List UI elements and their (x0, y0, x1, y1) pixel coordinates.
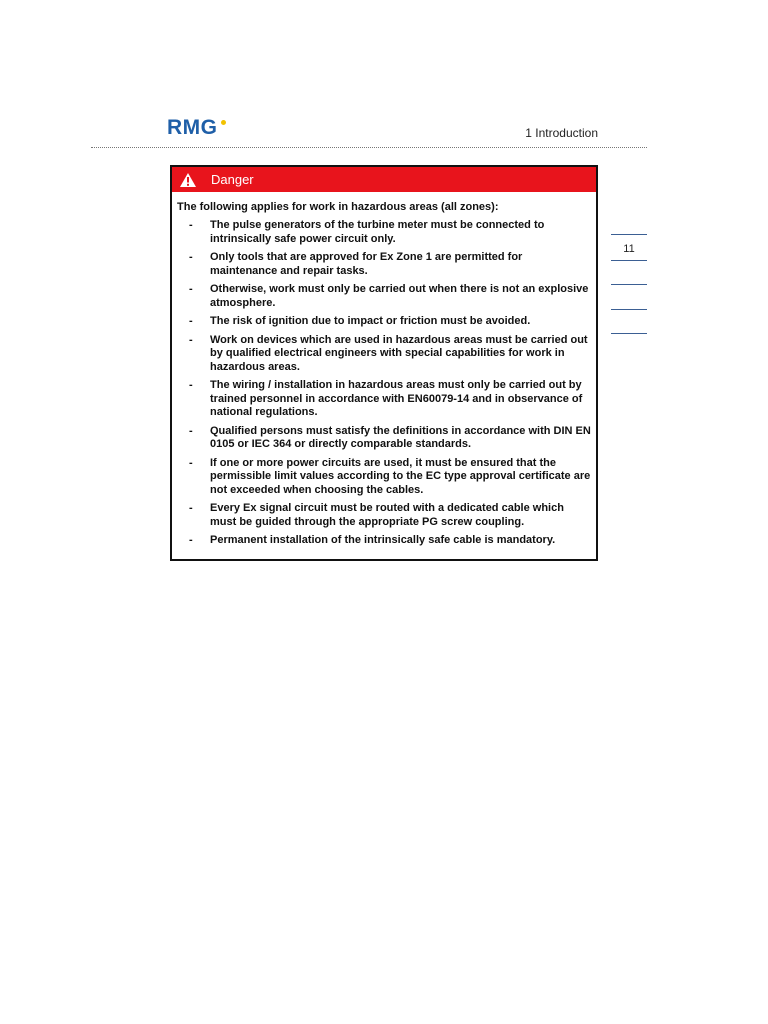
list-item (177, 425, 591, 452)
warning-triangle-icon (179, 172, 197, 188)
danger-header (172, 167, 596, 192)
list-item-text: Only tools that are approved for Ex Zone 1 are permitted for maintenance and repair tasks. (210, 251, 523, 277)
logo-text: RMG (167, 116, 218, 139)
list-item-text: Work on devices which are used in hazardous areas must be carried out by qualified electrical engineers with special capabilities for work in hazardous areas. (210, 333, 588, 373)
list-item-text: If one or more power circuits are used, it must be ensured that the permissible limit values according to the EC type approval certificate are not exceeded when choosing the cables. (210, 456, 591, 496)
list-item-text: The wiring / installation in hazardous areas must only be carried out by trained personnel in accordance with EN60079-14 and in observance of national regulations. (210, 379, 583, 418)
list-item (177, 283, 591, 310)
list-item (177, 251, 591, 278)
page-number: 11 (623, 243, 635, 255)
margin-rule-5 (611, 333, 647, 334)
list-bullet: - (189, 333, 193, 346)
list-bullet: - (189, 534, 193, 546)
logo-dot-icon (221, 120, 226, 125)
list-item (177, 334, 591, 375)
list-item (177, 534, 591, 548)
list-item-text: Qualified persons must satisfy the definitions in accordance with DIN EN 0105 or IEC 364 or directly comparable standards. (210, 424, 591, 450)
danger-body (172, 192, 596, 548)
margin-rule-2 (611, 260, 647, 261)
list-item-text: Otherwise, work must only be carried out when there is not an explosive atmosphere. (210, 283, 589, 309)
danger-intro: The following applies for work in hazardous areas (all zones): (177, 201, 499, 213)
list-item (177, 379, 591, 420)
margin-rule-4 (611, 309, 647, 310)
list-bullet: - (189, 251, 193, 263)
list-bullet: - (189, 379, 193, 391)
list-item-text: Every Ex signal circuit must be routed with a dedicated cable which must be guided through the appropriate PG screw coupling. (210, 502, 564, 528)
chapter-title: 1 Introduction (525, 126, 598, 140)
list-item (177, 502, 591, 529)
list-item (177, 457, 591, 498)
danger-list (177, 219, 591, 548)
margin-rule-1 (611, 234, 647, 235)
list-bullet: - (189, 424, 193, 437)
list-item (177, 315, 591, 329)
list-item-text: The risk of ignition due to impact or friction must be avoided. (210, 315, 531, 327)
list-item (177, 219, 591, 246)
list-bullet: - (189, 456, 193, 469)
margin-rule-3 (611, 284, 647, 285)
list-bullet: - (189, 315, 193, 327)
danger-notice (170, 165, 598, 561)
danger-title: Danger (211, 172, 254, 187)
list-bullet: - (189, 219, 193, 231)
list-bullet: - (189, 502, 193, 514)
header-divider (91, 147, 647, 148)
list-item-text: Permanent installation of the intrinsically safe cable is mandatory. (210, 534, 556, 546)
logo (167, 116, 226, 140)
list-bullet: - (189, 283, 193, 295)
list-item-text: The pulse generators of the turbine meter must be connected to intrinsically safe power circuit only. (210, 219, 545, 245)
